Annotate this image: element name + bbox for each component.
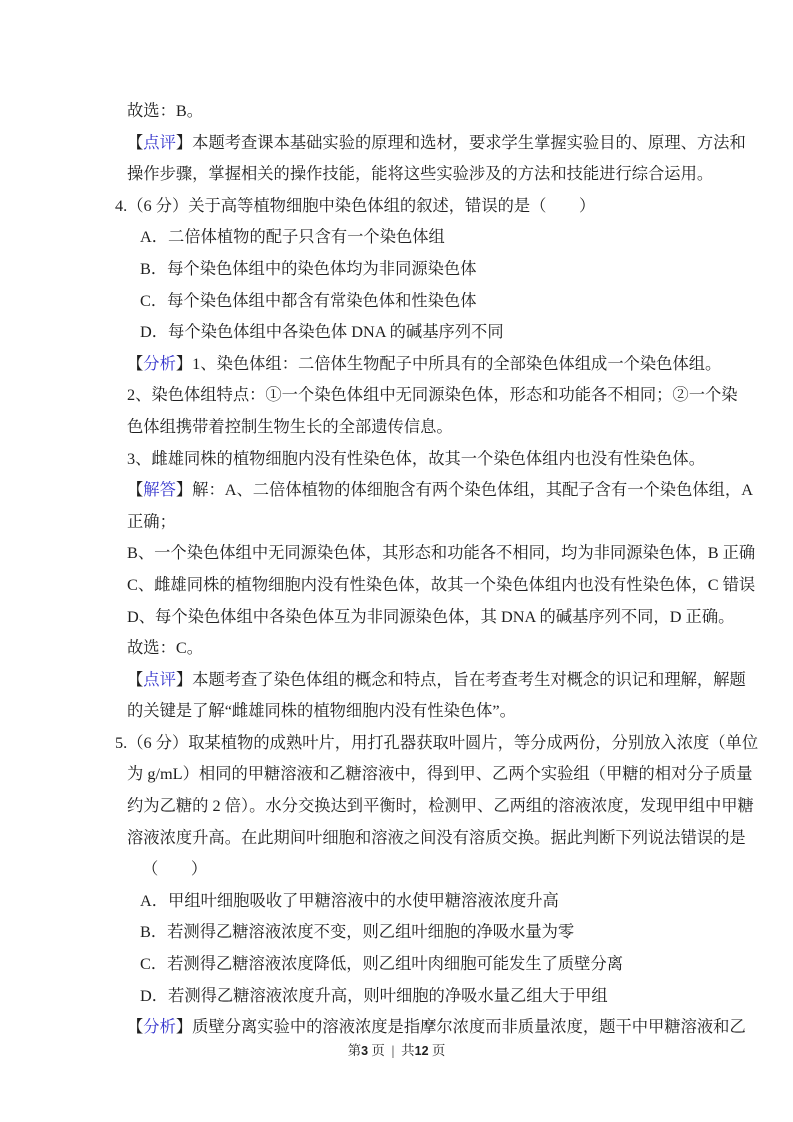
text-segment: 3、雌雄同株的植物细胞内没有性染色体，故其一个染色体组内也没有性染色体。 (127, 448, 705, 468)
question-4-option-b (0, 253, 793, 285)
text-segment: 】1、染色体组：二倍体生物配子中所具有的全部染色体组成一个染色体组。 (175, 353, 722, 373)
text-segment: 故选：C。 (127, 638, 203, 658)
q4-analysis-line-4 (0, 443, 793, 475)
section-label: 分析 (143, 1017, 176, 1037)
q4-solution-line-3 (0, 537, 793, 569)
q4-solution-line-5 (0, 601, 793, 633)
text-segment: 【 (127, 353, 144, 373)
text-segment: 2、染色体组特点：①一个染色体组中无同源染色体，形态和功能各不相同；②一个染 (127, 385, 738, 405)
text-segment: D．每个染色体组中各染色体 DNA 的碱基序列不同 (140, 322, 504, 342)
text-segment: 色体组携带着控制生物生长的全部遗传信息。 (127, 416, 453, 436)
question-4-option-c (0, 285, 793, 317)
section-label: 点评 (143, 132, 176, 152)
question-5-option-b (0, 916, 793, 948)
section-label: 解答 (143, 480, 176, 500)
q4-solution-line-4 (0, 569, 793, 601)
question-5-stem-line-1 (0, 727, 793, 759)
page-footer (0, 1039, 793, 1059)
question-5-option-d (0, 980, 793, 1012)
text-segment: A．二倍体植物的配子只含有一个染色体组 (140, 227, 445, 247)
section-label: 分析 (143, 353, 176, 373)
q3-comment-line-2 (0, 158, 793, 190)
question-5-stem-line-3 (0, 790, 793, 822)
question-4-option-a (0, 221, 793, 253)
document-body (0, 95, 793, 1043)
text-segment: 约为乙糖的 2 倍）。水分交换达到平衡时，检测甲、乙两组的溶液浓度，发现甲组中甲糖 (127, 796, 754, 816)
text-segment: 】质壁分离实验中的溶液浓度是指摩尔浓度而非质量浓度，题干中甲糖溶液和乙 (175, 1017, 746, 1037)
text-segment: 】解：A、二倍体植物的体细胞含有两个染色体组，其配子含有一个染色体组，A (175, 480, 753, 500)
text-segment: 共 (401, 1043, 415, 1058)
question-5-stem-line-2 (0, 758, 793, 790)
q4-solution-line-1 (0, 474, 793, 506)
question-5-stem-line-4 (0, 822, 793, 854)
question-5-option-a (0, 885, 793, 917)
text-segment: 【 (127, 1017, 144, 1037)
text-segment: 第 (347, 1043, 362, 1058)
text-segment: C．每个染色体组中都含有常染色体和性染色体 (140, 290, 477, 310)
text-segment: 操作步骤，掌握相关的操作技能，能将这些实验涉及的方法和技能进行综合运用。 (127, 164, 714, 184)
q4-comment-line-2 (0, 695, 793, 727)
text-segment: A．甲组叶细胞吸收了甲糖溶液中的水使甲糖溶液浓度升高 (140, 890, 559, 910)
text-segment: B．若测得乙糖溶液浓度不变，则乙组叶细胞的净吸水量为零 (140, 922, 575, 942)
text-segment: 4.（6 分）关于高等植物细胞中染色体组的叙述，错误的是（ ） (115, 195, 596, 215)
text-segment: 】本题考查了染色体组的概念和特点，旨在考查考生对概念的识记和理解，解题 (175, 669, 746, 689)
text-segment: C、雌雄同株的植物细胞内没有性染色体，故其一个染色体组内也没有性染色体，C 错误 (127, 574, 756, 594)
text-segment: | (384, 1043, 402, 1058)
text-segment: B、一个染色体组中无同源染色体，其形态和功能各不相同，均为非同源染色体，B 正确 (127, 543, 756, 563)
text-segment: 正确； (127, 511, 176, 531)
text-segment: 】本题考查课本基础实验的原理和选材，要求学生掌握实验目的、原理、方法和 (175, 132, 746, 152)
question-5-option-c (0, 948, 793, 980)
text-segment: 【 (127, 480, 144, 500)
text-segment: 页 (368, 1043, 385, 1058)
text-segment: C．若测得乙糖溶液浓度降低，则乙组叶肉细胞可能发生了质壁分离 (140, 954, 624, 974)
text-segment: 为 g/mL）相同的甲糖溶液和乙糖溶液中，得到甲、乙两个实验组（甲糖的相对分子质量 (127, 764, 753, 784)
q4-comment-line-1 (0, 664, 793, 696)
text-segment: D、每个染色体组中各染色体互为非同源染色体，其 DNA 的碱基序列不同，D 正确。 (127, 606, 735, 626)
q3-comment-line-1 (0, 127, 793, 159)
text-segment: B．每个染色体组中的染色体均为非同源染色体 (140, 258, 477, 278)
text-segment: 【 (127, 132, 144, 152)
text-segment: 的关键是了解“雌雄同株的植物细胞内没有性染色体”。 (127, 701, 516, 721)
q4-solution-line-2 (0, 506, 793, 538)
text-segment: 溶液浓度升高。在此期间叶细胞和溶液之间没有溶质交换。据此判断下列说法错误的是 (127, 827, 746, 847)
text-segment: （ ） (142, 859, 208, 879)
text-segment: 5.（6 分）取某植物的成熟叶片，用打孔器获取叶圆片，等分成两份，分别放入浓度（单位 (115, 732, 759, 752)
text-segment: 故选：B。 (127, 101, 203, 120)
q4-answer-line (0, 632, 793, 664)
footer-number: 12 (414, 1044, 429, 1058)
section-label: 点评 (143, 669, 176, 689)
q4-analysis-line-3 (0, 411, 793, 443)
footer-number: 3 (361, 1044, 369, 1058)
question-5-stem-line-5 (0, 853, 793, 885)
question-4-stem (0, 190, 793, 222)
question-4-option-d (0, 316, 793, 348)
q3-answer-line (0, 95, 793, 127)
text-segment: D．若测得乙糖溶液浓度升高，则叶细胞的净吸水量乙组大于甲组 (140, 985, 608, 1005)
text-segment: 【 (127, 669, 144, 689)
q4-analysis-line-2 (0, 379, 793, 411)
text-segment: 页 (428, 1043, 446, 1058)
q4-analysis-line-1 (0, 348, 793, 380)
